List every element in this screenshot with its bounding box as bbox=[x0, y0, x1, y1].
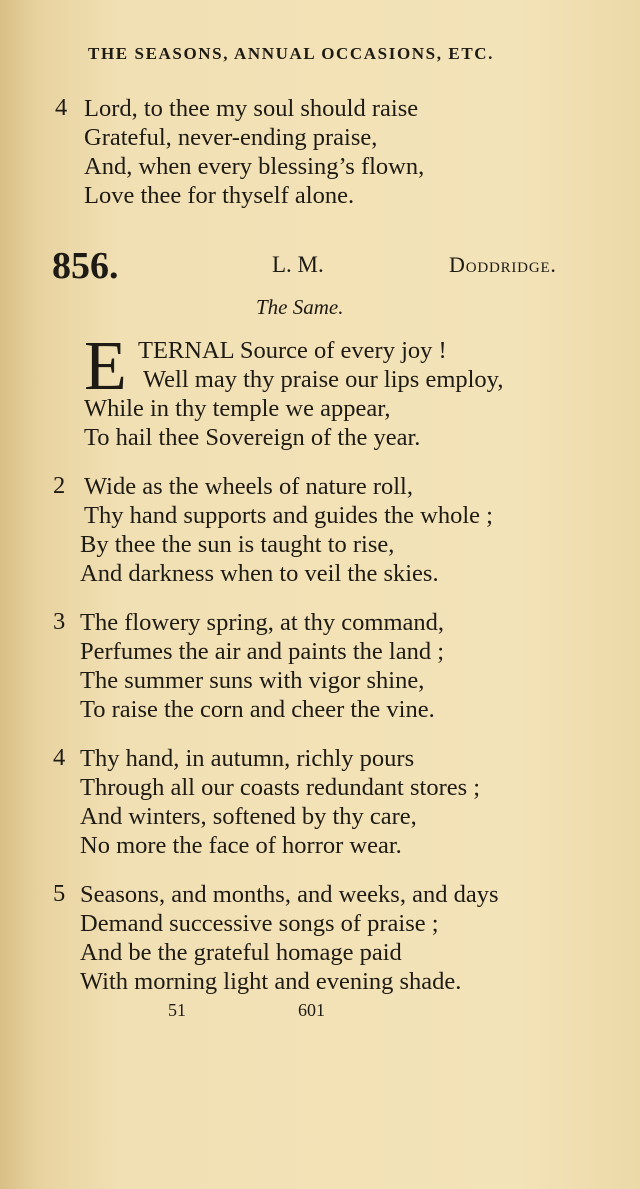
running-header: THE SEASONS, ANNUAL OCCASIONS, ETC. bbox=[88, 44, 495, 63]
verse-line: With morning light and evening shade. bbox=[80, 968, 462, 995]
verse-line: Perfumes the air and paints the land ; bbox=[80, 638, 444, 665]
verse-line: Grateful, never-ending praise, bbox=[84, 124, 378, 151]
verse-line: Lord, to thee my soul should raise bbox=[84, 95, 419, 122]
verse-line: And winters, softened by thy care, bbox=[80, 803, 417, 830]
hymn-meter: L. M. bbox=[272, 252, 324, 277]
verse-line: Love thee for thyself alone. bbox=[84, 182, 355, 209]
verse-line: Seasons, and months, and weeks, and days bbox=[80, 881, 499, 908]
verse-line: To hail thee Sovereign of the year. bbox=[84, 424, 421, 451]
signature-mark: 51 bbox=[168, 1000, 186, 1020]
verse-line: Thy hand, in autumn, richly pours bbox=[80, 745, 415, 772]
hymn-number: 856. bbox=[52, 245, 119, 287]
verse-line: No more the face of horror wear. bbox=[80, 832, 402, 859]
hymn-author: Doddridge. bbox=[449, 252, 557, 277]
drop-cap: E bbox=[84, 328, 127, 405]
verse-line: TERNAL Source of every joy ! bbox=[138, 337, 447, 364]
verse-number: 5 bbox=[53, 880, 66, 907]
verse-line: Well may thy praise our lips employ, bbox=[143, 366, 504, 393]
verse-number: 4 bbox=[55, 94, 68, 121]
verse-line: Thy hand supports and guides the whole ; bbox=[84, 502, 493, 529]
verse-line: Demand successive songs of praise ; bbox=[80, 910, 439, 937]
page-number: 601 bbox=[298, 1000, 325, 1020]
verse-number: 2 bbox=[53, 472, 66, 499]
verse-line: Through all our coasts redundant stores ; bbox=[80, 774, 481, 801]
verse-line: The flowery spring, at thy command, bbox=[80, 609, 445, 636]
verse-line: And darkness when to veil the skies. bbox=[80, 560, 439, 587]
verse-line: To raise the corn and cheer the vine. bbox=[80, 696, 435, 723]
verse-line: While in thy temple we appear, bbox=[84, 395, 391, 422]
verse-line: And, when every blessing’s flown, bbox=[84, 153, 425, 180]
verse-line: And be the grateful homage paid bbox=[80, 939, 402, 966]
verse-number: 4 bbox=[53, 744, 66, 771]
verse-number: 3 bbox=[53, 608, 66, 635]
verse-line: Wide as the wheels of nature roll, bbox=[84, 473, 413, 500]
verse-line: By thee the sun is taught to rise, bbox=[80, 531, 395, 558]
verse-line: The summer suns with vigor shine, bbox=[80, 667, 425, 694]
hymn-subtitle: The Same. bbox=[256, 295, 344, 319]
